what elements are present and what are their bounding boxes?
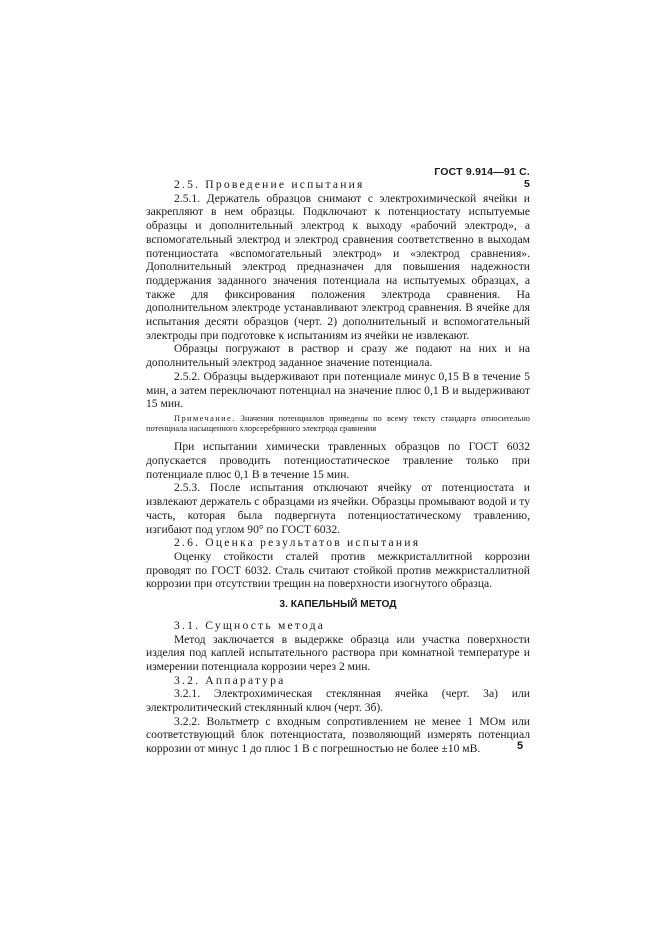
section-heading-3-1: 3.1. Сущность метода [174,618,326,632]
section-heading-3-2: 3.2. Аппаратура [174,673,286,687]
paragraph-chemical-etching: При испытании химически травленных образцов по ГОСТ 6032 допускается проводить потенциостатическое травление только при потенциале плюс 0,1 В в течение 15 мин. [146,440,530,481]
running-header: ГОСТ 9.914—91 С. 5 [434,166,530,190]
page-number: 5 [517,740,524,752]
note [146,414,530,434]
page-body [146,178,530,756]
paragraph-3-1: Метод заключается в выдержке образца или участка поверхности изделия под каплей испытательного раствора при комнатной температуре и измерении потенциала коррозии через 2 мин. [146,632,530,673]
section-heading-2-5: 2.5. Проведение испытания [174,178,365,191]
section-title-3: 3. КАПЕЛЬНЫЙ МЕТОД [279,599,397,611]
note-text: Значения потенциалов приведены по всему тексту стандарта относительно потенциала насыщенного хлорсеребряного электрода сравнения [146,413,530,434]
paragraph-2-5-3: 2.5.3. После испытания отключают ячейку от потенциостата и извлекают держатель с образцами из ячейки. Образцы промывают водой и ту часть, которая была подвергнута потенциостатическому травлению, изгибают под углом 90° по ГОСТ 6032. [146,481,530,536]
paragraph-2-5-1: 2.5.1. Держатель образцов снимают с электрохимической ячейки и закрепляют в нем образцы. Подключают к потенциостату испытуемые образцы и дополнительный электрод к выходу «рабочий электрод», а вспомогательный электрод и электрод сравнения соответственно в выходам потенциостата «вспомогательный электрод» и «электрод сравнения». Дополнительный электрод предназначен для повышения надежности поддержания заданного значения потенциала на испытуемых образцах, а также для фиксирования положения электрода сравнения. На дополнительном электроде устанавливают электрод сравнения. В ячейке для испытания десяти образцов (черт. 2) дополнительный и вспомогательный электроды при подготовке к испытаниям из ячейки не извлекают. [146,191,530,342]
section-heading-2-6: 2.6. Оценка результатов испытания [174,536,421,550]
paragraph-3-2-1: 3.2.1. Электрохимическая стеклянная ячейка (черт. 3а) или электролитический стеклянный ключ (черт. 3б). [146,687,530,715]
paragraph-2-5-2: 2.5.2. Образцы выдерживают при потенциале минус 0,15 В в течение 5 мин, а затем переключают потенциал на значение плюс 0,1 В и выдерживают 15 мин. [146,369,530,411]
paragraph-3-2-2: 3.2.2. Вольтметр с входным сопротивлением не менее 1 МОм или соответствующий блок потенциостата, позволяющий измерять потенциал коррозии от минус 1 до плюс 1 В с погрешностью не более ±10 мВ. [146,714,530,756]
paragraph-2-6: Оценку стойкости сталей против межкристаллитной коррозии проводят по ГОСТ 6032. Сталь считают стойкой против межкристаллитной коррозии при отсутствии трещин на поверхности изогнутого образца. [146,549,530,591]
note-label: Примечание. [174,413,236,423]
paragraph-2-5-1-continued: Образцы погружают в раствор и сразу же подают на них и на дополнительный электрод заданное значение потенциала. [146,342,530,370]
